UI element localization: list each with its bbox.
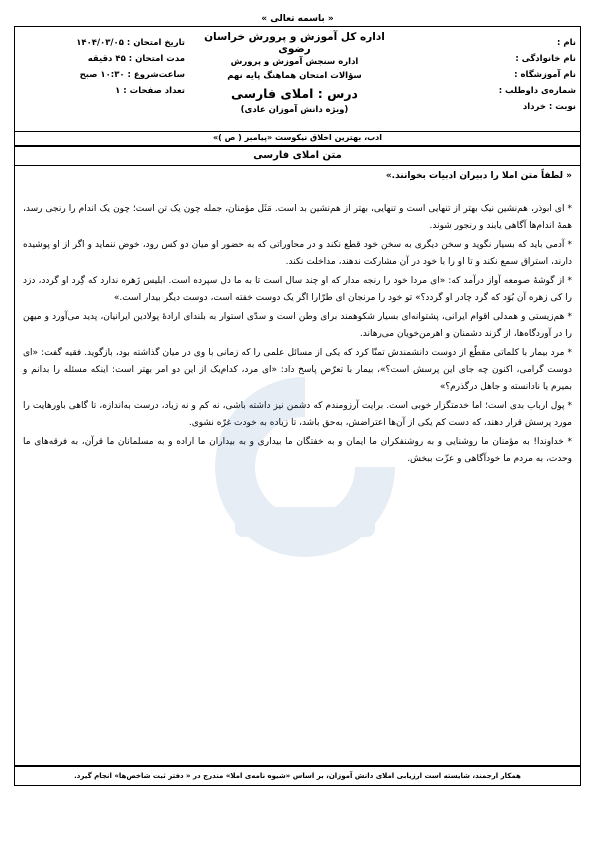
reading-note: « لطفاً متن املا را دبیران ادبیات بخوانند.»: [385, 171, 572, 181]
page-count: تعداد صفحات : ۱: [115, 86, 185, 96]
exam-duration: مدت امتحان : ۴۵ دقیقه: [87, 54, 185, 64]
exam-title-block: [191, 27, 398, 131]
start-time: ساعت‌شروع : ۱۰:۳۰ صبح: [79, 70, 185, 80]
basmala: « باسمه تعالی »: [261, 14, 334, 24]
paragraph: * هم‌زیستی و همدلی اقوام ایرانی، پشتوانه‌ای بسیار شکوهمند برای وطن است و سدّی استوار به بلندای ارادهٔ پولادین ایرانیان، پدید می‌آورد و میهن را در آوردگاه‌ها، از گزند دشمنان و اهرمن‌خویان می‌رهاند.: [23, 312, 572, 339]
exam-series: سؤالات امتحان هماهنگ پایه نهم: [227, 71, 362, 81]
dictation-paragraphs: [15, 201, 580, 468]
motto-band: ادب، بهترین اخلاق نیکوست «پیامبر ( ص )»: [14, 131, 581, 146]
paragraph: * از گوشهٔ صومعه آواز درآمد که: «ای مردا خود را رنجه مدار که او چند سال است تا به ما دل سپرده است. ابلیس زَهره ندارد که گِرد او گردد، دزد را کی زهره آن بُوَد که گرد چادر او گردد؟» تو خود را مرنجان ای طرّارا اگر یک دوست خفته است، دوست دیگر بیدار است.»: [23, 276, 572, 303]
section-title: متن املای فارسی: [15, 147, 580, 166]
school-label: نام آموزشگاه :: [514, 70, 576, 80]
paragraph: * پول ارباب بدی است؛ اما خدمتگزار خوبی است. برایت آرزومندم که دشمن نیز داشته باشی، نه کم و نه زیاد، درست به‌اندازه، تا گاهی باورهایت را مورد پرسش قرار دهند، که دست کم یکی از آن‌ها اعتراضش، به‌حق باشد، تا زیاده به خودت غرّه نشوی.: [23, 401, 572, 428]
assessment-office: اداره سنجش آموزش و پرورش: [230, 57, 359, 67]
audience-note: (ویژه دانش آموزان عادی): [240, 105, 349, 115]
exam-date: تاریخ امتحان : ۱۴۰۴/۰۳/۰۵: [76, 38, 185, 48]
grading-footer: همکار ارجمند، شایسته است ارزیابی املای دانش آموزان، بر اساس «شیوه نامه‌ی املا» مندرج در « دفتر ثبت شاخص‌ها» انجام گیرد.: [14, 766, 581, 786]
paragraph: * خداوندا! به مؤمنان ما روشنایی و به روشنفکران ما ایمان و به خفتگان ما بیداری و به بیداران ما اراده و به مسلمانان ما قرآن، به فرقه‌های ما وحدت، به مردم ما خودآگاهی و عزّت ببخش.: [23, 437, 572, 464]
paragraph: * ای ابوذر، هم‌نشین نیک بهتر از تنهایی است و تنهایی، بهتر از هم‌نشین بد است. مَثَل مؤمنان، جمله چون یک تن است؛ چون یک اندام را رنجی رسد، همهٔ اندام‌ها آگاهی یابند و رنجور شوند.: [23, 204, 572, 231]
exam-header: [14, 26, 581, 132]
subject-title: درس : املای فارسی: [231, 86, 358, 101]
paragraph: * آدمی باید که بسیار نگوید و سخن دیگری به سخن خود قطع نکند و در محاوراتی که به حضور او میان دو کس رود، خوض ننماید و اگر از او پوشیده دارند، استراق سمع نکند و تا او را با خود در آن مشارکت ندهند، مداخلت نکند.: [23, 240, 572, 267]
student-info: [398, 27, 580, 131]
department-title: اداره کل آموزش و پرورش خراسان رضوی: [204, 31, 385, 55]
dictation-body: [14, 146, 581, 766]
paragraph: * مرد بیمار با کلماتی مقطّع از دوست دانشمندش تمنّا کرد که یکی از مسائل علمی را که زمانی با وی در میان گذاشته بود، بازگوید. فقیه گفت: «ای دوست گرامی، اکنون چه جای این پرسش است؟»، بیمار با تعرّض پاسخ داد: «ای مرد، کدام‌یک از این دو امر بهتر است: اینکه مسئله را بدانم و بمیرم یا نادانسته و جاهل درگذرم؟»: [23, 348, 572, 392]
exam-meta: [15, 27, 191, 131]
seat-number-label: شماره‌ی داوطلب :: [498, 86, 576, 96]
session-label: نوبت : خرداد: [522, 102, 576, 112]
student-name-label: نام :: [557, 38, 576, 48]
exam-page: [14, 14, 581, 784]
student-family-label: نام خانوادگی :: [515, 54, 576, 64]
